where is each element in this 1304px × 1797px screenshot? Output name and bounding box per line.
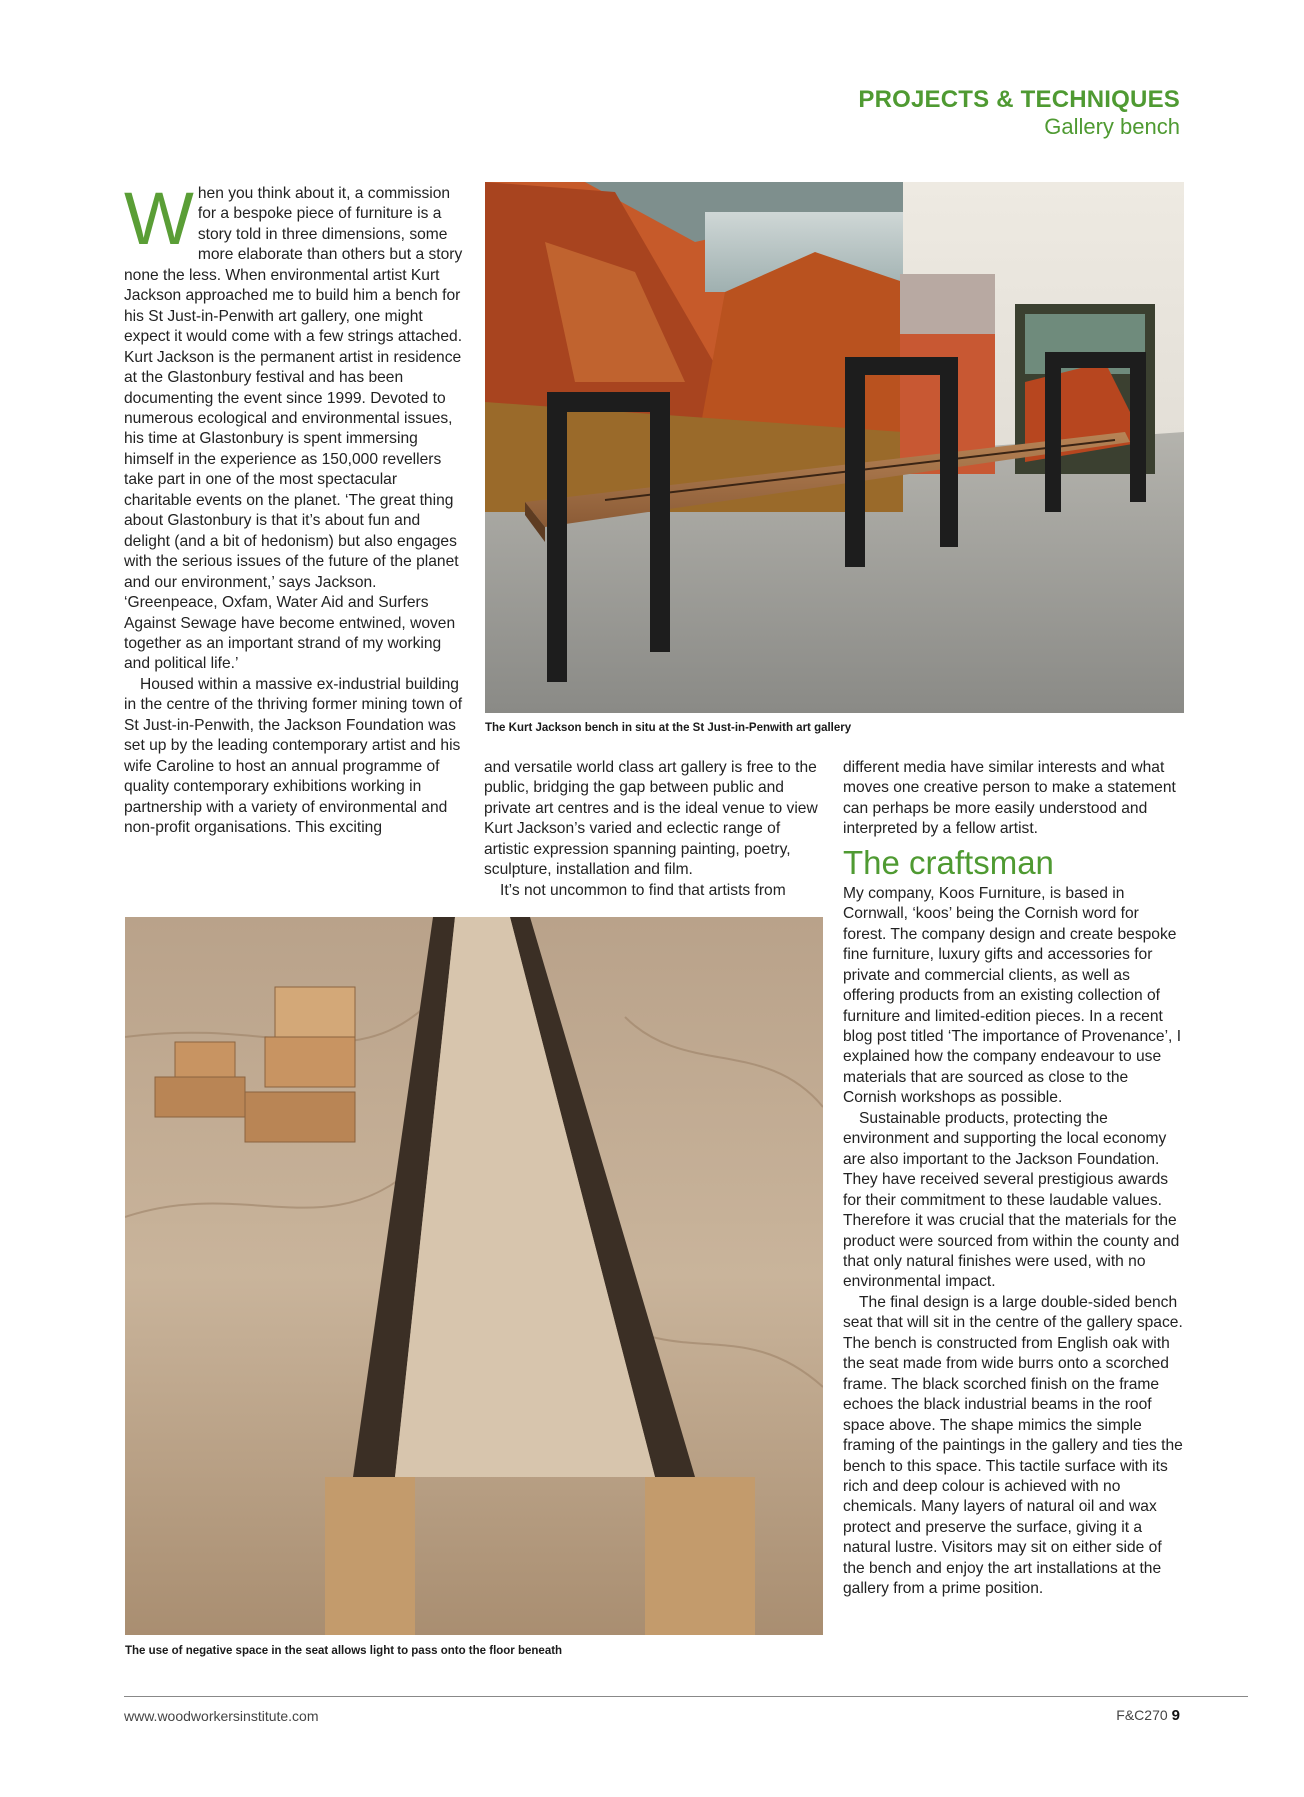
paragraph: It’s not uncommon to find that artists from (500, 881, 786, 899)
section-heading: The craftsman (843, 843, 1054, 881)
paragraph: hen you think about it, a commission for a bespoke piece of furniture is a story told in three dimensions, some more elaborate than others but a story none the less. When environmental artist Kurt Jackson approached me to build him a bench for his St Just-in-Penwith art gallery, one might expect it would come with a few strings attached. Kurt Jackson is the permanent artist in residence at the Glastonbury festival and has been documenting the event since 1999. Devoted to numerous ecological and environmental issues, his time at Glastonbury is spent immersing himself in the experience as 150,000 revellers take part in one of the most spectacular charitable events on the planet. ‘The great thing about Glastonbury is that it’s about fun and delight (and a bit of hedonism) but also engages with the serious issues of the future of the planet and our environment,’ says Jackson. ‘Greenpeace, Oxfam, Water Aid and Surfers Against Sewage have become entwined, woven together as an important strand of my working and political life.’ (124, 185, 463, 673)
footer-rule (124, 1696, 1248, 1697)
paragraph: The final design is a large double-sided bench seat that will sit in the centre of the gallery space. The bench is constructed from English oak with the seat made from wide burrs onto a scorched frame. The black scorched finish on the frame echoes the black industrial beams in the roof space above. The shape mimics the simple framing of the paintings in the gallery and ties the bench to this space. This tactile surface with its rich and deep colour is achieved with no chemicals. Many layers of natural oil and wax protect and preserve the surface, giving it a natural lustre. Visitors may sit on either side of the bench and enjoy the art installations at the gallery from a prime position. (843, 1293, 1183, 1598)
paragraph: My company, Koos Furniture, is based in Cornwall, ‘koos’ being the Cornish word for forest. The company design and create bespoke fine furniture, luxury gifts and accessories for private and commercial clients, as well as offering products from an existing collection of furniture and limited-edition pieces. In a recent blog post titled ‘The importance of Provenance’, I explained how the company endeavour to use materials that are sourced as close to the Cornish workshops as possible. (843, 884, 1182, 1107)
paragraph: Housed within a massive ex-industrial building in the centre of the thriving former mining town of St Just-in-Penwith, the Jackson Foundation was set up by the leading contemporary artist and his wife Caroline to host an annual programme of quality contemporary exhibitions working in partnership with a variety of environmental and non-profit organisations. This exciting (124, 675, 463, 837)
oak-seat-illustration (125, 917, 823, 1635)
photo-caption-bottom: The use of negative space in the seat allows light to pass onto the floor beneath (125, 1645, 563, 1657)
drop-cap: W (124, 177, 194, 260)
bench-gallery-photo (485, 182, 1184, 713)
section-title: PROJECTS & TECHNIQUES (858, 86, 1180, 113)
paragraph: different media have similar interests and what moves one creative person to make a statement can perhaps be more easily understood and interpreted by a fellow artist. (843, 759, 1176, 838)
photo-caption-top: The Kurt Jackson bench in situ at the St Just-in-Penwith art gallery (485, 722, 852, 734)
footer-url: www.woodworkersinstitute.com (124, 1708, 319, 1724)
column-2 (484, 758, 824, 901)
bench-gallery-illustration (485, 182, 1184, 713)
article-subtitle: Gallery bench (1044, 114, 1180, 139)
section-header (858, 86, 1180, 140)
oak-seat-closeup-photo (125, 917, 823, 1635)
issue-number: F&C270 (1116, 1707, 1168, 1723)
footer-page-info (1116, 1707, 1180, 1724)
page-number: 9 (1171, 1707, 1180, 1724)
column-3 (843, 758, 1183, 1600)
column-1-top (124, 177, 464, 839)
paragraph: and versatile world class art gallery is free to the public, bridging the gap between public and private art centres and is the ideal venue to view Kurt Jackson’s varied and eclectic range of artistic expression spanning painting, poetry, sculpture, installation and film. (484, 759, 818, 879)
paragraph: Sustainable products, protecting the environment and supporting the local economy are also important to the Jackson Foundation. They have received several prestigious awards for their commitment to these laudable values. Therefore it was crucial that the materials for the product were sourced from within the county and that only natural finishes were used, with no environmental impact. (843, 1109, 1180, 1291)
